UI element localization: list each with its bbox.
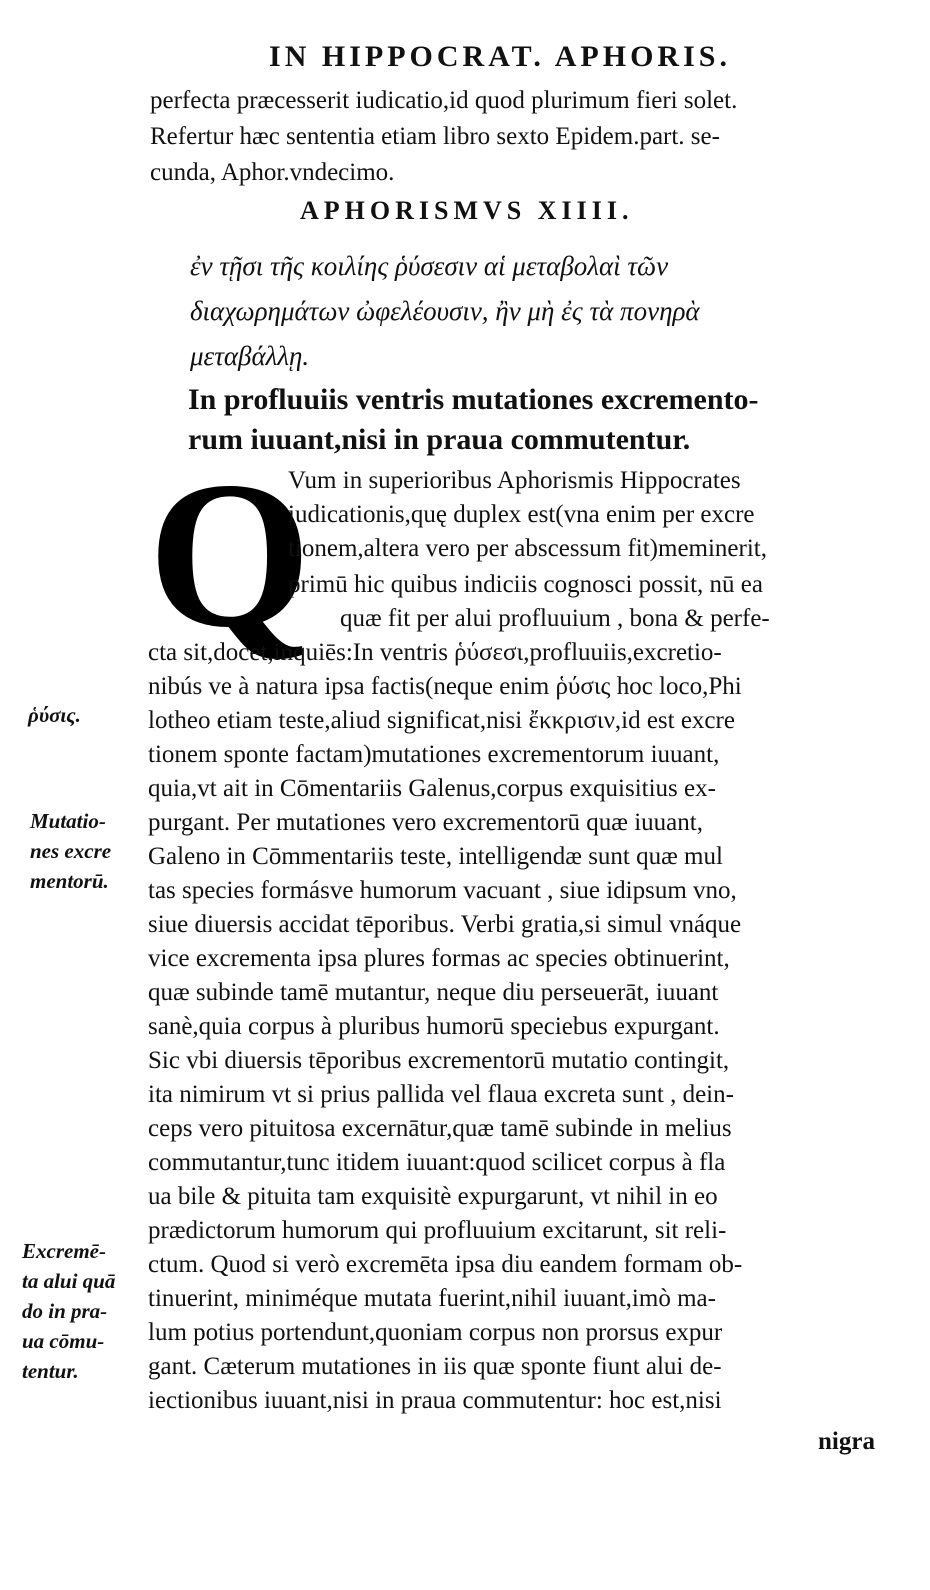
text-line: ita nimirum vt si prius pallida vel flaua excreta sunt , dein- bbox=[148, 1081, 734, 1108]
running-head: IN HIPPOCRAT. APHORIS. bbox=[269, 40, 731, 73]
margin-note-line: tentur. bbox=[22, 1359, 79, 1383]
text-line: siue diuersis accidat tēporibus. Verbi gratia,si simul vnáque bbox=[148, 911, 742, 938]
text-line: cta sit,docet,inquiēs:In ventris ῥύσεσι,profluuiis,excretio- bbox=[148, 639, 722, 666]
text-line: ceps vero pituitosa excernātur,quæ tamē subinde in melius bbox=[148, 1115, 732, 1142]
margin-note-line: ῥύσις. bbox=[28, 703, 81, 727]
catchword: nigra bbox=[818, 1428, 875, 1455]
text-line: sanè,quia corpus à pluribus humorū speciebus expurgant. bbox=[148, 1013, 720, 1040]
text-line: commutantur,tunc itidem iuuant:quod scilicet corpus à fla bbox=[148, 1149, 726, 1176]
text-line: vice excrementa ipsa plures formas ac species obtinuerint, bbox=[148, 945, 730, 972]
text-line: Vum in superioribus Aphorismis Hippocrates bbox=[288, 467, 741, 494]
margin-note-excrementa bbox=[22, 1236, 115, 1386]
margin-note-line: Mutatio- bbox=[30, 809, 106, 833]
text-line: purgant. Per mutationes vero excrementorū quæ iuuant, bbox=[148, 809, 703, 836]
text-line: Sic vbi diuersis tēporibus excrementorū mutatio contingit, bbox=[148, 1047, 730, 1074]
margin-note-line: ta alui quā bbox=[22, 1269, 116, 1293]
text-line: lum potius portendunt,quoniam corpus non prorsus expur bbox=[148, 1319, 723, 1346]
text-line: cunda, Aphor.vndecimo. bbox=[150, 159, 395, 186]
greek-line: διαχωρημάτων ὠφελέουσιν, ἢν μὴ ἐς τὰ πονηρὰ bbox=[190, 296, 700, 326]
text-line: Refertur hæc sententia etiam libro sexto Epidem.part. se- bbox=[150, 123, 720, 150]
margin-note-mutationes bbox=[30, 806, 111, 896]
text-line: tas species formásve humorum vacuant , siue idipsum vno, bbox=[148, 877, 737, 904]
margin-note-rhysis bbox=[28, 700, 81, 730]
margin-note-line: Excremē- bbox=[22, 1239, 106, 1263]
text-line: quæ subinde tamē mutantur, neque diu perseuerāt, iuuant bbox=[148, 979, 719, 1006]
text-line: prædictorum humorum qui profluuium excitarunt, sit reli- bbox=[148, 1217, 727, 1244]
text-line: lotheo etiam teste,aliud significat,nisi ἔκκρισιν,id est excre bbox=[148, 707, 735, 734]
margin-note-line: nes excre bbox=[30, 839, 112, 863]
drop-cap: Q bbox=[148, 439, 312, 671]
latin-line: rum iuuant,nisi in praua commutentur. bbox=[188, 423, 691, 456]
latin-line: In profluuiis ventris mutationes excremento- bbox=[188, 383, 759, 416]
text-line: iectionibus iuuant,nisi in praua commutentur: hoc est,nisi bbox=[148, 1387, 722, 1414]
text-line: gant. Cæterum mutationes in iis quæ sponte fiunt alui de- bbox=[148, 1353, 722, 1380]
text-line: perfecta præcesserit iudicatio,id quod plurimum fieri solet. bbox=[150, 87, 738, 114]
margin-note-line: do in pra- bbox=[22, 1299, 108, 1323]
aphorism-heading: APHORISMVS XIIII. bbox=[300, 196, 634, 225]
text-line: quia,vt ait in Cōmentariis Galenus,corpus exquisitius ex- bbox=[148, 775, 716, 802]
text-line: tionem,altera vero per abscessum fit)meminerit, bbox=[288, 535, 767, 562]
text-line: ua bile & pituita tam exquisitè expurgarunt, vt nihil in eo bbox=[148, 1183, 718, 1210]
text-line: primū hic quibus indiciis cognosci possit, nū ea bbox=[288, 571, 763, 598]
margin-note-line: ua cōmu- bbox=[22, 1329, 105, 1353]
text-line: nibús ve à natura ipsa factis(neque enim ῥύσις hoc loco,Phi bbox=[148, 673, 742, 700]
text-line: tinuerint, miniméque mutata fuerint,nihil iuuant,imò ma- bbox=[148, 1285, 716, 1312]
text-line: iudicationis,quę duplex est(vna enim per excre bbox=[288, 501, 755, 528]
text-line: tionem sponte factam)mutationes excrementorum iuuant, bbox=[148, 741, 720, 768]
text-line: quæ fit per alui profluuium , bona & perfe- bbox=[340, 605, 770, 632]
greek-line: ἐν τῇσι τῆς κοιλίης ῥύσεσιν αἱ μεταβολαὶ τῶν bbox=[190, 251, 669, 281]
text-line: ctum. Quod si verò excremēta ipsa diu eandem formam ob- bbox=[148, 1251, 743, 1278]
margin-note-line: mentorū. bbox=[30, 869, 109, 893]
greek-line: μεταβάλλῃ. bbox=[190, 341, 310, 371]
text-line: Galeno in Cōmmentariis teste, intelligendæ sunt quæ mul bbox=[148, 843, 723, 870]
